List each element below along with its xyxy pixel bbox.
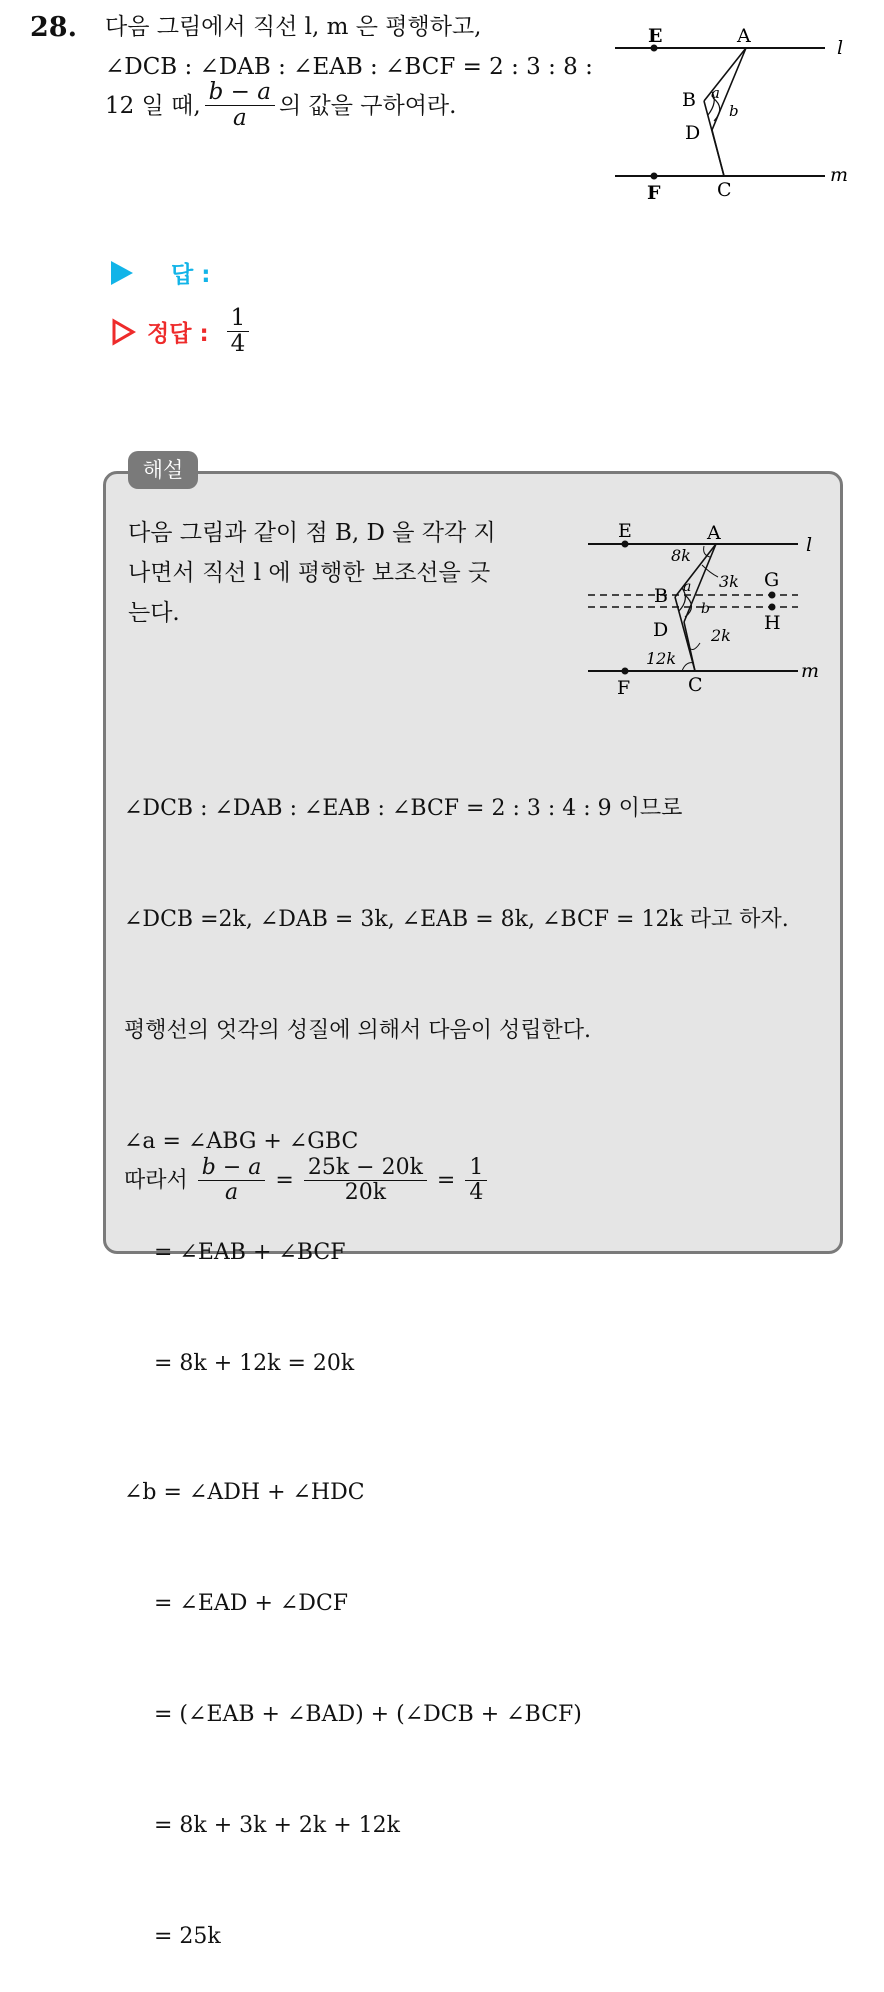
equation-b-line-5: = 25k: [154, 1924, 221, 1949]
label-B: B: [682, 89, 696, 111]
correct-arrow-icon: [111, 318, 137, 346]
solution-intro-line-3: 는다.: [128, 600, 180, 626]
question-fraction-numerator: b − a: [205, 80, 275, 106]
label-m: m: [801, 660, 820, 682]
final-fraction-2: [304, 1156, 427, 1205]
label-G: G: [764, 569, 780, 591]
equation-a-line-1: ∠a = ∠ABG + ∠GBC: [124, 1129, 359, 1154]
final-fraction-1-numerator: b − a: [198, 1156, 266, 1181]
segment-DC: [712, 130, 724, 176]
answer-row: [111, 256, 210, 289]
solution-intro-line-1: 다음 그림과 같이 점 B, D 을 각각 지: [128, 520, 496, 546]
question-line-3: [105, 80, 456, 132]
final-equals-1: =: [275, 1167, 294, 1193]
solution-definition-line: ∠DCB =2k, ∠DAB = 3k, ∠EAB = 8k, ∠BCF = 12k 라고 하자.: [124, 907, 789, 932]
label-3k: 3k: [719, 572, 739, 591]
answer-label: 답 :: [171, 262, 211, 288]
correct-answer-fraction: [227, 306, 250, 358]
point-F: [651, 173, 658, 180]
correct-label: 정답 :: [147, 321, 209, 348]
correct-answer-numerator: 1: [227, 306, 250, 332]
equation-a-line-2: = ∠EAB + ∠BCF: [154, 1240, 346, 1265]
segment-DC: [684, 622, 695, 671]
label-D: D: [685, 122, 701, 144]
label-m: m: [830, 164, 849, 186]
question-line-3-prefix: 12 일 때,: [105, 92, 201, 119]
solution-intro-line-2: 나면서 직선 l 에 평행한 보조선을 긋: [128, 560, 491, 586]
final-fraction-2-numerator: 25k − 20k: [304, 1156, 427, 1181]
final-fraction-1: [198, 1156, 266, 1205]
solution-intro: [128, 513, 496, 633]
question-fraction-denominator: a: [232, 105, 247, 132]
label-H: H: [764, 612, 781, 634]
label-B: B: [654, 585, 668, 607]
correct-answer-denominator: 4: [230, 331, 246, 358]
label-a: a: [711, 84, 720, 102]
angle-8k-arc: [704, 546, 710, 557]
solution-final: [124, 1156, 491, 1205]
question-number: 28.: [30, 12, 77, 43]
label-D: D: [653, 619, 669, 641]
equation-b-line-4: = 8k + 3k + 2k + 12k: [154, 1813, 400, 1838]
figure-parallel-lines: [600, 18, 870, 208]
label-F: F: [647, 182, 661, 204]
label-b: b: [701, 601, 710, 617]
question-fraction: [205, 80, 275, 132]
label-E: E: [618, 520, 632, 542]
final-fraction-3-numerator: 1: [465, 1156, 487, 1181]
solution-body: [124, 716, 789, 1992]
question-line-2: ∠DCB : ∠DAB : ∠EAB : ∠BCF = 2 : 3 : 8 :: [105, 54, 593, 80]
equation-b-line-1: ∠b = ∠ADH + ∠HDC: [124, 1480, 365, 1505]
figure-auxiliary-lines: [578, 515, 828, 705]
final-equals-2: =: [436, 1167, 456, 1193]
equation-a-line-3: = 8k + 12k = 20k: [154, 1351, 355, 1376]
label-2k: 2k: [711, 626, 731, 645]
label-E: E: [648, 25, 663, 47]
correct-answer-row: [111, 306, 253, 358]
label-F: F: [617, 677, 631, 699]
solution-ratio-line: ∠DCB : ∠DAB : ∠EAB : ∠BCF = 2 : 3 : 4 : 9 이므로: [124, 796, 683, 821]
final-fraction-3-denominator: 4: [469, 1180, 484, 1206]
point-H: [769, 604, 776, 611]
label-a: a: [683, 579, 692, 595]
label-A: A: [737, 25, 751, 47]
label-C: C: [688, 674, 703, 696]
label-C: C: [717, 179, 732, 201]
label-12k: 12k: [646, 649, 677, 668]
solution-tag: 해설: [128, 451, 198, 489]
solution-property-line: 평행선의 엇각의 성질에 의해서 다음이 성립한다.: [124, 1018, 592, 1043]
final-prefix: 따라서: [124, 1167, 188, 1193]
angle-12k-arc: [682, 663, 694, 671]
label-A: A: [707, 522, 721, 544]
label-l: l: [806, 534, 813, 556]
label-8k: 8k: [671, 546, 691, 565]
final-fraction-3: [465, 1156, 487, 1205]
final-fraction-2-denominator: 20k: [344, 1180, 387, 1206]
question-line-3-suffix: 의 값을 구하여라.: [278, 92, 457, 119]
equation-b-line-3: = (∠EAB + ∠BAD) + (∠DCB + ∠BCF): [154, 1702, 582, 1727]
answer-arrow-icon: [111, 261, 133, 285]
point-F: [622, 668, 629, 675]
final-fraction-1-denominator: a: [225, 1180, 239, 1206]
point-G: [769, 592, 776, 599]
label-l: l: [837, 37, 844, 59]
question-line-1: 다음 그림에서 직선 l, m 은 평행하고,: [105, 14, 482, 40]
label-b: b: [729, 102, 739, 120]
equation-b-line-2: = ∠EAD + ∠DCF: [154, 1591, 349, 1616]
